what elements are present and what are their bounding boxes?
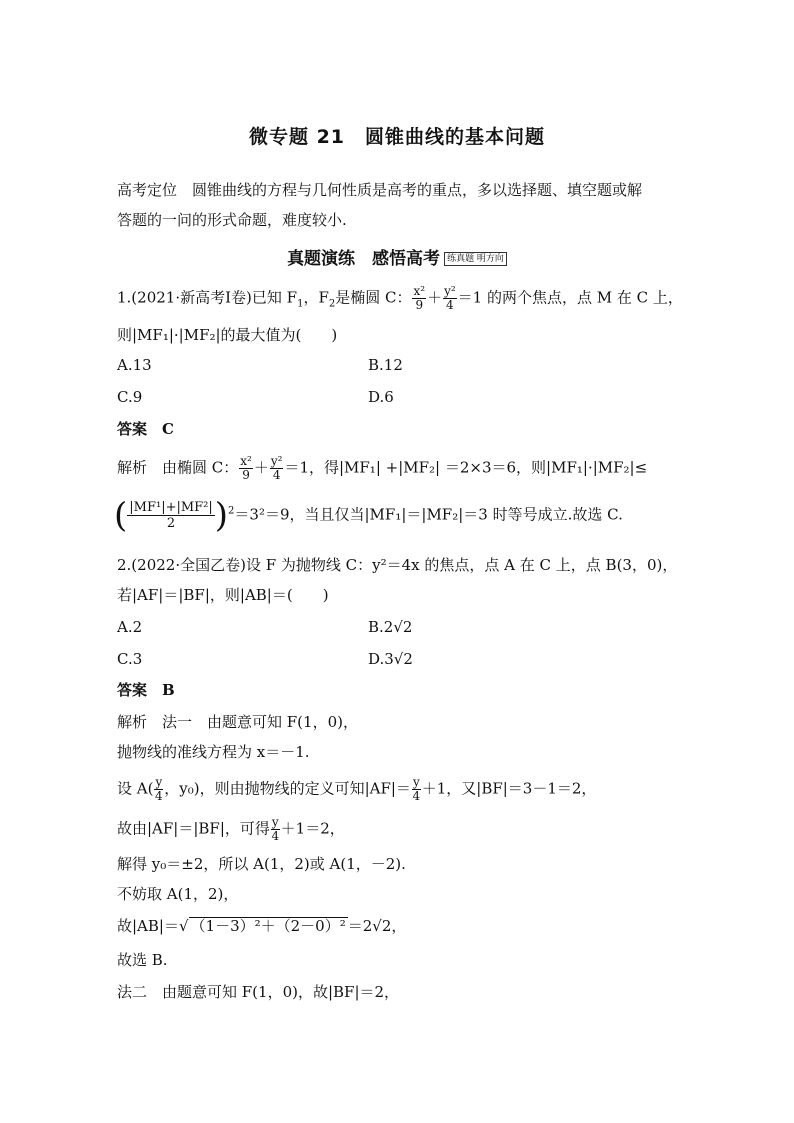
q2-option-b: B.2√2 <box>368 618 413 636</box>
q2-solution-line-9: 法二 由题意可知 F(1，0)，故|BF|＝2， <box>117 983 400 1001</box>
q2-solution-line-2: 抛物线的准线方程为 x＝－1. <box>117 743 310 761</box>
q2-option-c: C.3 <box>117 650 143 668</box>
q1-analysis-big-fraction: $\frac{\text{|MF¹|+|MF²|}}{2}$ <box>129 500 213 531</box>
q1-fraction-x: $\frac{\text{x²}}{9}$ <box>413 284 426 312</box>
q2-solution-line-7 <box>117 916 406 936</box>
intro-line-2: 答题的一问的形式命题，难度较小. <box>117 211 347 229</box>
q1-option-b: B.12 <box>368 356 403 374</box>
q2-s7-part-a: 故|AB|＝ <box>117 917 179 935</box>
q2-stem-line-1: 2.(2022·全国乙卷)设 F 为抛物线 C：y²＝4x 的焦点，点 A 在 C 上，点 B(3，0)， <box>117 556 678 574</box>
q2-s7-radicand: （1－3）²＋（2－0）² <box>190 917 346 935</box>
q1-analysis-part-c: ＝3²＝9，当且仅当|MF₁|＝|MF₂|＝3 时等号成立.故选 C. <box>234 505 623 524</box>
q2-s3-part-a: 设 A( <box>117 779 154 798</box>
q2-solution-line-5: 解得 y₀＝±2，所以 A(1，2)或 A(1，－2). <box>117 855 406 873</box>
q1-option-a: A.13 <box>117 356 152 374</box>
q2-s3-fraction-2: $\frac{y}{4}$ <box>412 775 421 803</box>
sqrt-icon: √ <box>178 917 189 935</box>
q2-answer: 答案 B <box>117 681 175 699</box>
q1-option-c: C.9 <box>117 388 143 406</box>
q1-stem-part-d: ＝1 的两个焦点，点 M 在 C 上， <box>457 288 683 307</box>
q1-fraction-y: $\frac{\text{y²}}{4}$ <box>444 284 456 312</box>
q2-s3-part-b: ，y₀)，则由抛物线的定义可知|AF|＝ <box>164 779 411 798</box>
q2-s4-part-a: 故由|AF|＝|BF|，可得 <box>117 819 270 838</box>
q2-option-a: A.2 <box>117 618 143 636</box>
q2-option-d: D.3√2 <box>368 650 413 668</box>
q2-solution-line-3 <box>117 776 596 803</box>
q1-stem-line-1: 1.(2021·新高考Ⅰ卷)已知 $F_1$，$F_2$是椭圆 C： $\frac{\text{x²}}{9}$ ＋ $\frac{\text{y²}}{4}$ ＝1 的两个焦点，点 M 在 C 上， <box>117 284 683 312</box>
q1-analysis-fraction-y: $\frac{\text{y²}}{4}$ <box>270 454 283 482</box>
q1-analysis-part-b: ＝1，得|MF₁| +|MF₂| ＝2×3＝6，则|MF₁|·|MF₂|≤ <box>284 458 648 477</box>
section-title: 真题演练 感悟高考 <box>287 249 441 269</box>
q1-answer: 答案 C <box>117 420 174 438</box>
q2-solution-line-1: 解析 法一 由题意可知 F(1，0)， <box>117 713 358 731</box>
q1-analysis-line-2: ( $\frac{\text{|MF¹|+|MF²|}}{2})^2=3^2=9$，当且仅当|MF₁|＝|MF₂|＝3 时等号成立.故选 C. <box>114 495 623 536</box>
q2-solution-line-4 <box>117 816 345 843</box>
q1-stem-part-b: ，F <box>303 288 329 307</box>
q1-analysis-fraction-x: $\frac{\text{x²}}{9}$ <box>240 454 252 482</box>
page-title: 微专题 21 圆锥曲线的基本问题 <box>248 126 546 148</box>
q2-s4-fraction: $\frac{y}{4}$ <box>271 815 280 843</box>
section-badge: 练真题 明方向 <box>444 252 507 266</box>
q2-solution-line-8: 故选 B. <box>117 951 168 969</box>
q2-solution-line-6: 不妨取 A(1，2)， <box>117 885 239 903</box>
q1-stem-line-2: 则|MF₁|·|MF₂|的最大值为( ) <box>117 326 338 344</box>
q1-stem-part-c: 是椭圆 C： <box>335 288 412 307</box>
q2-s4-part-b: ＋1＝2， <box>280 819 345 838</box>
q1-analysis-part-a: 解析 由椭圆 C： <box>117 458 239 477</box>
section-heading <box>0 244 794 269</box>
q2-s3-part-c: ＋1，又|BF|＝3－1＝2， <box>421 779 597 798</box>
q1-option-d: D.6 <box>368 388 394 406</box>
q2-s3-fraction-1: $\frac{y}{4}$ <box>155 775 163 803</box>
q1-analysis-line-1: 解析 由椭圆 C： $\frac{\text{x²}}{9}$ ＋ $\frac{\text{y²}}{4}$ ＝1，得|MF₁| +|MF₂| ＝2×3＝6，则|MF₁|·|MF₂|≤ <box>117 454 648 482</box>
intro-line-1: 高考定位 圆锥曲线的方程与几何性质是高考的重点，多以选择题、填空题或解 <box>117 181 643 199</box>
q2-s7-part-b: ＝2√2， <box>347 917 407 935</box>
q2-stem-line-2: 若|AF|＝|BF|，则|AB|＝( ) <box>117 586 329 604</box>
q1-stem-part-a: 1.(2021·新高考Ⅰ卷)已知 F <box>117 288 298 307</box>
